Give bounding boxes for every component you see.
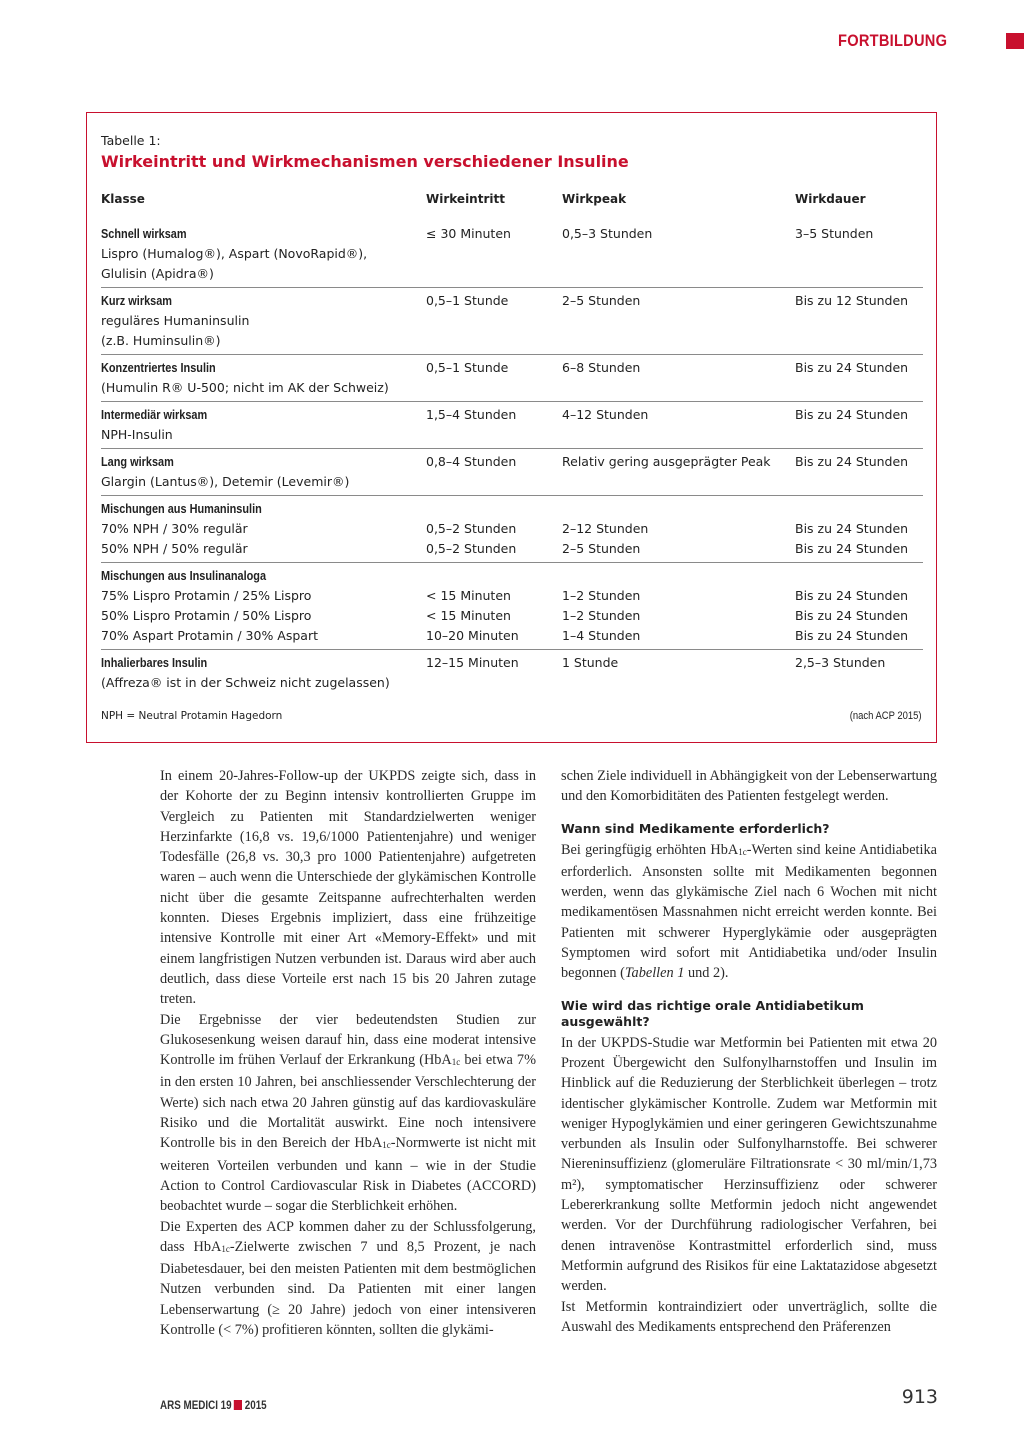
mixture-name: 75% Lispro Protamin / 25% Lispro (101, 588, 312, 603)
section-label: FORTBILDUNG (838, 31, 948, 50)
subscript: 1c (382, 1140, 391, 1151)
duration-cell: Bis zu 12 Stunden (795, 293, 909, 308)
peak-cell: 2–5 Stunden (562, 293, 641, 308)
duration-cell: Bis zu 24 Stunden (795, 521, 909, 536)
column-header-klasse: Klasse (101, 192, 145, 206)
peak-cell: 4–12 Stunden (562, 407, 649, 422)
peak-cell: 1–4 Stunden (562, 628, 641, 643)
onset-cell: 1,5–4 Stunden (426, 407, 517, 422)
onset-cell: 12–15 Minuten (426, 655, 519, 670)
duration-cell: Bis zu 24 Stunden (795, 588, 909, 603)
peak-cell: 2–5 Stunden (562, 541, 641, 556)
text-run: Die Experten des ACP kommen daher zu der Schlussfolgerung, dass HbA (160, 1218, 536, 1255)
subscript: 1c (451, 1057, 461, 1068)
onset-cell: < 15 Minuten (426, 608, 511, 623)
onset-cell: 0,5–1 Stunde (426, 293, 509, 308)
onset-cell: 0,5–2 Stunden (426, 541, 517, 556)
table-footnote: NPH = Neutral Protamin Hagedorn (101, 710, 283, 722)
peak-cell: Relativ gering ausgeprägter Peak (562, 454, 771, 469)
category-label: Mischungen aus Humaninsulin (101, 501, 262, 516)
row-divider (101, 562, 923, 563)
table-reference: Tabellen 1 (624, 965, 685, 982)
peak-cell: 1–2 Stunden (562, 608, 641, 623)
journal-footer (160, 1398, 267, 1412)
footer-accent-square (234, 1400, 242, 1410)
page-number: 913 (901, 1386, 938, 1408)
text-run: Die Ergebnisse der vier bedeutendsten Studien zur Glukosesenkung weisen darauf hin, dass eine moderat intensive Kontrolle im frühen Verlauf der Erkrankung (HbA (160, 1011, 536, 1069)
duration-cell: Bis zu 24 Stunden (795, 628, 909, 643)
onset-cell: ≤ 30 Minuten (426, 226, 511, 241)
row-divider (101, 495, 923, 496)
category-label: Schnell wirksam (101, 226, 187, 241)
onset-cell: < 15 Minuten (426, 588, 511, 603)
paragraph (160, 1010, 536, 1217)
detail-text: (z.B. Huminsulin®) (101, 333, 221, 348)
onset-cell: 0,8–4 Stunden (426, 454, 517, 469)
duration-cell: Bis zu 24 Stunden (795, 407, 909, 422)
category-label: Konzentriertes Insulin (101, 360, 216, 375)
table-label: Tabelle 1: (101, 133, 161, 148)
text-run: Bei geringfügig erhöhten HbA (561, 841, 739, 858)
duration-cell: 3–5 Stunden (795, 226, 874, 241)
peak-cell: 2–12 Stunden (562, 521, 649, 536)
column-header-wirkpeak: Wirkpeak (562, 192, 627, 206)
peak-cell: 1 Stunde (562, 655, 619, 670)
paragraph: In einem 20-Jahres-Follow-up der UKPDS zeigte sich, dass in der Kohorte der zu Beginn intensiv kontrollierten Gruppe im Vergleich zu Patienten mit Standardzielwerten weniger Herzinfarkte (16,8 vs. 19,6/1000 Patientenjahre) und weniger Todesfälle (26,8 vs. 30,3 pro 1000 Patientenjahre) aufgetreten waren – auch wenn die Unterschiede der glykämischen Kontrolle nicht über die gesamte Zeitspanne aufrechterhalten werden konnten. Dieses Ergebnis impliziert, dass eine frühzeitige intensive Kontrolle mit einer Art «Memory-Effekt» und mit einem langfristigen Nutzen verbunden ist. Daraus wird aber auch deutlich, dass diese Vorteile erst nach 15 bis 20 Jahren zutage treten. (160, 768, 536, 1008)
category-label: Inhalierbares Insulin (101, 655, 208, 670)
duration-cell: Bis zu 24 Stunden (795, 608, 909, 623)
text-run: bei etwa 7% in den ersten 10 Jahren, bei anschliessender Verschlechterung der Werte) sich nach etwa 20 Jahren günstig auf das kardiovaskuläre Risiko und die Mortalität auswirkt. Eine noch intensivere Kontrolle bis in den Bereich der HbA (160, 1052, 536, 1152)
section-heading: Wann sind Medikamente erforderlich? (561, 820, 830, 836)
insulin-table (86, 112, 937, 743)
journal-year: 2015 (244, 1398, 267, 1412)
paragraph: schen Ziele individuell in Abhängigkeit von der Lebenserwartung und den Komorbiditäten des Patienten festgelegt werden. (561, 768, 937, 805)
row-divider (101, 448, 923, 449)
duration-cell: 2,5–3 Stunden (795, 655, 886, 670)
journal-name: ARS MEDICI 19 (160, 1398, 232, 1412)
row-divider (101, 287, 923, 288)
peak-cell: 6–8 Stunden (562, 360, 641, 375)
paragraph (160, 1217, 536, 1341)
subscript: 1c (221, 1243, 230, 1254)
duration-cell: Bis zu 24 Stunden (795, 541, 909, 556)
mixture-name: 70% NPH / 30% regulär (101, 521, 248, 536)
table-source: (nach ACP 2015) (850, 710, 922, 722)
detail-text: NPH-Insulin (101, 427, 173, 442)
section-heading: Wie wird das richtige orale Antidiabetikum ausgewählt? (561, 997, 864, 1029)
onset-cell: 0,5–2 Stunden (426, 521, 517, 536)
duration-cell: Bis zu 24 Stunden (795, 454, 909, 469)
paragraph (561, 840, 937, 984)
column-header-wirkdauer: Wirkdauer (795, 192, 866, 206)
text-run: -Zielwerte zwischen 7 und 8,5 Prozent, je nach Diabetesdauer, bei den meisten Patienten mit dem bestmöglichen Nutzen verbunden sind. Da Patienten mit einer langen Lebenserwartung (≥ 20 Jahre) jedoch von einer intensiveren Kontrolle (< 7%) profitieren könnten, sollten die glykämi- (160, 1238, 537, 1339)
detail-text: (Humulin R® U-500; nicht im AK der Schweiz) (101, 380, 389, 395)
category-label: Kurz wirksam (101, 293, 173, 308)
header-accent-block (1006, 33, 1024, 49)
detail-text: (Affreza® ist in der Schweiz nicht zugelassen) (101, 675, 390, 690)
paragraph: In der UKPDS-Studie war Metformin bei Patienten mit etwa 20 Prozent Übergewicht den Sulfonylharnstoffen und Insulin im Hinblick auf die Reduzierung der Sterblichkeit überlegen – trotz identischer glykämischer Kontrolle. Zudem war Metformin mit weniger Hypoglykämien und einer geringeren Gewichtszunahme verbunden als Insulin oder Sulfonylharnstoffe. Bei schwerer Niereninsuffizienz (glomeruläre Filtrationsrate < 30 ml/min/1,73 m²), symptomatischer Herzinsuffizienz oder schwerer Lebererkrankung sollte Metformin jedoch nicht angewendet werden. Vor der Durchführung radiologischer Verfahren, bei denen intravenöse Kontrastmittel erforderlich sind, muss Metformin aufgrund des Risikos für eine Laktatazidose abgesetzt werden. (561, 1034, 937, 1295)
row-divider (101, 354, 923, 355)
category-label: Mischungen aus Insulinanaloga (101, 568, 267, 583)
text-run: -Werten sind keine Antidiabetika erforderlich. Ansonsten sollte mit Medikamenten begonnen werden, wenn das glykämische Ziel nach 6 Wochen mit nicht medikamentösen Massnahmen nicht erreicht werden konnte. Bei Patienten mit schwerer Hyperglykämie oder ausgeprägten Symptomen wird sofort mit Antidiabetika und/oder Insulin begonnen ( (561, 841, 937, 982)
peak-cell: 1–2 Stunden (562, 588, 641, 603)
column-header-wirkeintritt: Wirkeintritt (426, 192, 505, 206)
text-run: -Normwerte ist nicht mit weiteren Vorteilen verbunden und kann – wie in der Studie Action to Control Cardiovascular Risk in Diabetes (ACCORD) beobachtet wurde – sogar die Sterblichkeit erhöhen. (160, 1135, 536, 1215)
detail-text: Lispro (Humalog®), Aspart (NovoRapid®), (101, 246, 368, 261)
article-column-left (160, 766, 536, 1340)
row-divider (101, 649, 923, 650)
mixture-name: 70% Aspart Protamin / 30% Aspart (101, 628, 319, 643)
subscript: 1c (738, 846, 747, 857)
mixture-name: 50% NPH / 50% regulär (101, 541, 248, 556)
onset-cell: 0,5–1 Stunde (426, 360, 509, 375)
table-title: Wirkeintritt und Wirkmechanismen verschiedener Insuline (101, 152, 629, 171)
detail-text: Glargin (Lantus®), Detemir (Levemir®) (101, 474, 350, 489)
detail-text: reguläres Humaninsulin (101, 313, 250, 328)
category-label: Intermediär wirksam (101, 407, 208, 422)
mixture-name: 50% Lispro Protamin / 50% Lispro (101, 608, 312, 623)
text-run: und 2). (684, 965, 729, 982)
category-label: Lang wirksam (101, 454, 174, 469)
row-divider (101, 401, 923, 402)
peak-cell: 0,5–3 Stunden (562, 226, 653, 241)
article-column-right (561, 766, 937, 1337)
onset-cell: 10–20 Minuten (426, 628, 519, 643)
paragraph: Ist Metformin kontraindiziert oder unverträglich, sollte die Auswahl des Medikaments entsprechend den Präferenzen (561, 1298, 937, 1335)
duration-cell: Bis zu 24 Stunden (795, 360, 909, 375)
detail-text: Glulisin (Apidra®) (101, 266, 214, 281)
